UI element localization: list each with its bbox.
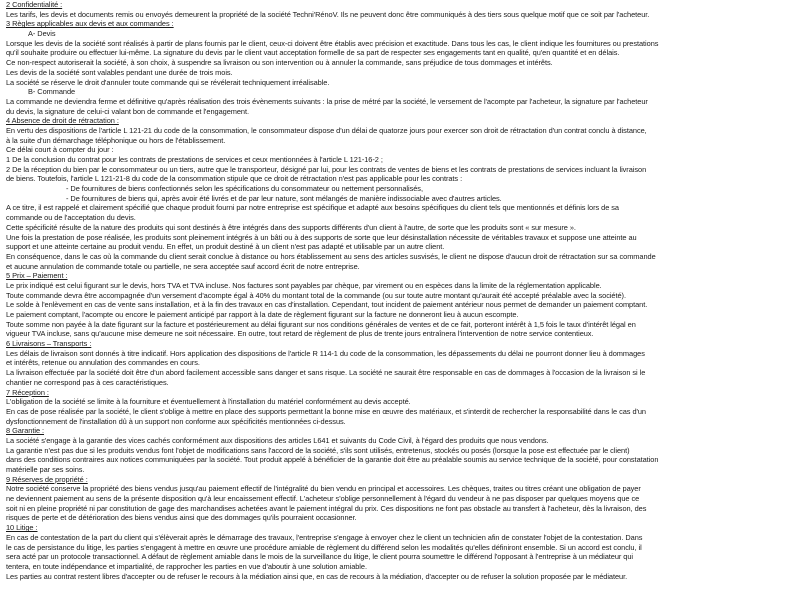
text-line: matérielle par ses soins. [6, 465, 85, 474]
text-line: Toute somme non payée à la date figurant sur la facture et postérieurement au délai figurant sur nos conditions générales de ventes et de ce fait, porteront intérêt à 1,5 fois le taux d'intérêt légal en [6, 319, 636, 329]
text-line: 2 De la réception du bien par le consommateur ou un tiers, autre que le transporteur, désigné par lui, pour les contrats de ventes de biens et les contrats de prestations de services incluant la livraison [6, 164, 647, 174]
text-line: risques de perte et de détérioration des biens vendus ainsi que des dommages qu'ils pourraient occasionner. [6, 513, 357, 523]
section-heading: 6 Livraisons – Transports : [6, 339, 92, 349]
text-line: Les devis de la société sont valables pendant une durée de trois mois. [6, 67, 233, 77]
text-line: Les tarifs, les devis et documents remis ou envoyés demeurent la propriété de la société Techni'RénoV. Ils ne peuvent donc être communiqués à des tiers sous quelque motif que ce soit par l'acheteur. [6, 9, 650, 19]
text-line: de biens. Toutefois, l'article L 121-21-8 du code de la consommation stipule que ce droit de rétractation n'est pas applicable pour les contrats : [6, 174, 463, 184]
text-line: vigueur TVA incluse, sans qu'aucune mise demeure ne soit nécessaire. En outre, tout retard de règlement de plus de trente jours entraînera l'intervention de notre service contentieux. [6, 329, 594, 339]
text-line: - De fournitures de biens qui, après avoir été livrés et de par leur nature, sont mélangés de manière indissociable avec d'autres articles. [66, 193, 502, 203]
text-line: La garantie n'est pas due si les produits vendus font l'objet de modifications sans l'accord de la société, s'ils sont utilisés, entretenus, stockés ou posés (lorsque la pose est effectuée par le client) [6, 445, 630, 455]
text-line: soit ni en pleine propriété ni par constitution de gage des marchandises achetées avant le paiement intégral du prix. Ces dispositions ne font pas obstacle au transfert à l'acheteur, dès la livraison, des [6, 503, 647, 513]
text-line: Ce non-respect autoriserait la société, à son choix, à suspendre sa livraison ou son intervention ou à annuler la commande, sans préjudice de tous dommages et intérêts. [6, 58, 553, 68]
text-line: du devis, la signature de celui-ci valant bon de commande et l'engagement. [6, 106, 249, 116]
text-line: Le solde à l'enlèvement en cas de vente sans installation, et à la fin des travaux en cas d'installation. Cependant, tout incident de paiement antérieur nous permet de demander un paiement comptant. [6, 300, 648, 310]
text-line: La société s'engage à la garantie des vices cachés conformément aux dispositions des articles L641 et suivants du Code Civil, à l'égard des produits que nous vendons. [6, 435, 549, 445]
section-heading: 10 Litige : [6, 523, 38, 533]
text-line: Le prix indiqué est celui figurant sur le devis, hors TVA et TVA incluse. Nos factures sont payables par chèque, par virement ou en espèces dans la limite de la réglementation applicable. [6, 280, 602, 290]
section-heading: 5 Prix – Paiement : [6, 271, 68, 281]
text-line: En vertu des dispositions de l'article L 121-21 du code de la consommation, le consommateur dispose d'un délai de quatorze jours pour exercer son droit de rétractation d'un contrat conclu à distance, [6, 125, 647, 135]
text-line: ne deviennent paiement au sens de la présente disposition qu'à leur encaissement effectif. L'acheteur s'oblige personnellement à l'égard du vendeur à ne pas disposer par quelques moyens que ce [6, 494, 640, 504]
text-line: La société se réserve le droit d'annuler toute commande qui se révélerait techniquement irréalisable. [6, 77, 330, 87]
text-line: En cas de pose réalisée par la société, le client s'oblige à mettre en place des supports permettant la bonne mise en œuvre des matériaux, et s'interdit de rechercher la responsabilité dans le cas d'un [6, 406, 646, 416]
text-line: B- Commande [28, 87, 76, 97]
text-line: Ce délai court à compter du jour : [6, 145, 114, 155]
section-heading: 7 Réception : [6, 387, 49, 397]
text-line: Cette spécificité résulte de la nature des produits qui sont destinés à être intégrés dans des supports différents d'un client à l'autre, de sorte que les produits sont « sur mesure ». [6, 222, 576, 232]
text-line: - De fournitures de biens confectionnés selon les spécifications du consommateur ou nettement personnalisés, [66, 184, 423, 194]
text-line: La livraison effectuée par la société doit être d'un abord facilement accessible sans danger et sans risque. La société ne saurait être responsable en cas de dommages à l'occasion de la livraison si le [6, 368, 646, 378]
text-line: chantier ne correspond pas à ces caractéristiques. [6, 377, 169, 387]
text-line: Le paiement comptant, l'acompte ou encore le paiement anticipé par rapport à la date de règlement figurant sur la facture ne donneront lieu à aucun escompte. [6, 310, 519, 319]
text-line: à la suite d'un démarchage téléphonique ou hors de l'établissement. [6, 135, 226, 145]
section-heading: 3 Règles applicables aux devis et aux commandes : [6, 19, 174, 29]
text-line: En conséquence, dans le cas où la commande du client serait conclue à distance ou hors établissement au sens des articles susvisés, le client ne dispose d'aucun droit de rétractation sur sa commande [6, 251, 656, 261]
text-line: et aucune annulation de commande totale ou partielle, ne sera acceptée sauf accord écrit de notre entreprise. [6, 261, 360, 271]
text-line: Lorsque les devis de la société sont réalisés à partir de plans fournis par le client, ceux-ci doivent être établis avec précision et exactitude. Dans tous les cas, le client indique les fournitures ou prestations [6, 38, 659, 48]
text-line: A- Devis [28, 29, 56, 39]
text-line: 1 De la conclusion du contrat pour les contrats de prestations de services et ceux mentionnées à l'article L 121-16-2 ; [6, 155, 383, 164]
text-line: Notre société conserve la propriété des biens vendus jusqu'au paiement effectif de l'intégralité du bien vendu en principal et accessoires. Les chèques, traites ou titres créant une obligation de payer [6, 484, 641, 494]
text-line: Une fois la prestation de pose réalisée, les produits sont pleinement intégrés à un bâti ou à des supports de sorte que leur désinstallation nécessite de véritables travaux et suppose une atteinte au [6, 232, 637, 242]
text-line: et intérêts, retenue ou annulation des commandes en cours. [6, 358, 200, 368]
text-line: le cas de persistance du litige, les parties s'engagent à mettre en œuvre une procédure amiable de règlement du différend selon les modalités qu'elles définiront ensemble. Si un accord est conclu, il [6, 542, 642, 552]
text-line: En cas de contestation de la part du client qui s'élèverait après le démarrage des travaux, l'entreprise s'engage à envoyer chez le client un technicien afin de constater l'objet de la contestation. Dans [6, 532, 643, 542]
text-line: La commande ne deviendra ferme et définitive qu'après réalisation des trois évènements suivants : la prise de métré par la société, le versement de l'acompte par l'acheteur, la signature par l'acheteur [6, 96, 648, 106]
section-heading: 9 Réserves de propriété : [6, 474, 88, 484]
text-line: A ce titre, il est rappelé et clairement spécifié que chaque produit fourni par notre entreprise est spécifique et adapté aux besoins spécifiques du client tels que mentionnés et définis lors de sa [6, 203, 619, 213]
text-line: dysfonctionnement de l'installation dû à un support non conforme aux spécificités mentionnées ci-dessus. [6, 416, 346, 426]
text-line: Les délais de livraison sont donnés à titre indicatif. Hors application des dispositions de l'article R 114-1 du code de la consommation, les dépassements du délai ne pourront donner lieu à dommages [6, 348, 645, 358]
text-line: L'obligation de la société se limite à la fourniture et éventuellement à l'installation du matériel conformément au devis accepté. [6, 397, 411, 407]
section-heading: 8 Garantie : [6, 426, 45, 436]
text-line: commande ou de l'acceptation du devis. [6, 213, 136, 223]
text-line: support et une atteinte certaine au produit vendu. En effet, un produit destiné à un client n'est pas adapté et utilisable par un autre client. [6, 242, 445, 252]
section-heading: 4 Absence de droit de rétractation : [6, 116, 119, 126]
text-line: Les parties au contrat restent libres d'accepter ou de refuser le recours à la médiation ainsi que, en cas de recours à la médiation, d'accepter ou de refuser la solution proposée par le médiateur. [6, 571, 628, 581]
text-line: dans des conditions contraires aux notices communiquées par la société. Tout produit appelé à bénéficier de la garantie doit être au préalable soumis au service technique de la société, pour constatation [6, 455, 659, 465]
text-line: tentera, en toute indépendance et impartialité, de rapprocher les parties en vue d'aboutir à une solution amiable. [6, 561, 367, 571]
text-line: sera acté par un protocole transactionnel. A défaut de règlement amiable dans le mois de la surveillance du litige, le client pourra soumettre le différend l'opposant à l'entreprise à un médiateur qui [6, 552, 634, 562]
section-heading: 2 Confidentialité : [6, 0, 63, 9]
text-line: qu'il souhaite produire ou effectuer lui-même. La signature du devis par le client vaut acceptation formelle de sa part de respecter ses engagements tant en qualité, qu'en quantité et en délais. [6, 48, 620, 58]
text-line: Toute commande devra être accompagnée d'un versement d'acompte égal à 40% du montant total de la commande (ou sur toute autre montant qu'aurait été accepté préalable avec la société). [6, 290, 626, 300]
